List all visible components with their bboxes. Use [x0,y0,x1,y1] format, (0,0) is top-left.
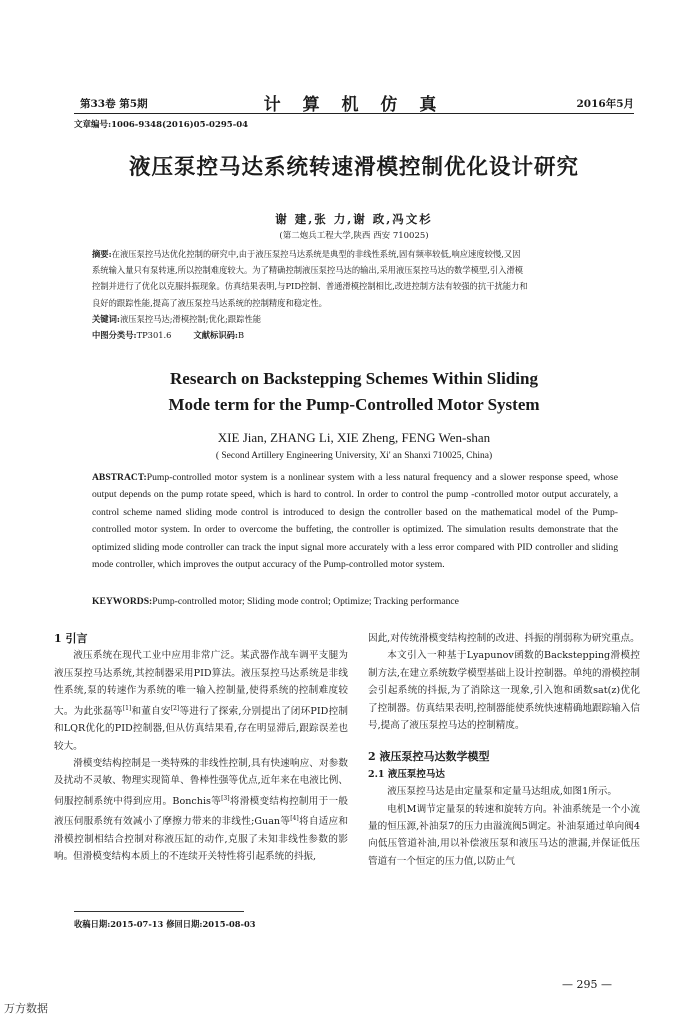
zh-abstract-line: 良好的跟踪性能,提高了液压泵控马达系统的控制精度和稳定性。 [92,297,327,308]
zh-abstract-line: 系统输入量只有泵转速,所以控制难度较大。为了精确控制液压泵控马达的输出,采用液压泵控马达的数学模型,引入滑模 [92,265,524,276]
section-2-1-heading: 2.1 液压泵控马达 [368,768,445,780]
received-dates: 收稿日期:2015-07-13 修回日期:2015-08-03 [74,919,256,929]
footnote-rule [74,911,244,912]
zh-abstract-line: 在液压泵控马达优化控制的研究中,由于液压泵控马达系统是典型的非线性系统,固有频率较低,响应速度较慢,又因 [111,249,521,259]
page-number: — 295 — [562,978,612,991]
zh-title: 液压泵控马达系统转速滑模控制优化设计研究 [128,155,579,180]
volume-issue: 第33卷 第5期 [80,98,148,110]
section-2-heading: 2 液压泵控马达数学模型 [368,750,490,764]
en-abstract [92,469,618,573]
zh-abstract-line: 控制并进行了优化以克服抖振现象。仿真结果表明,与PID控制、普通滑模控制相比,改进控制方法有较强的抗干扰能力和 [92,281,528,292]
left-column [54,630,348,866]
journal-name: 计 算 机 仿 真 [263,95,445,115]
paragraph: 液压系统在现代工业中应用非常广泛。某武器作战车调平支腿为液压泵控马达系统,其控制器采用PID算法。液压泵控马达系统是非线性系统,泵的转速作为系统的唯一输入控制量,使得系统的控制难度较大。为此张磊等[1]和董自安[2]等进行了探索,分别提出了闭环PID控制和LQR优化的PID控制器,但从仿真结果看,存在明显滞后,跟踪误差也较大。 [54,650,349,752]
paragraph: 电机M调节定量泵的转速和旋转方向。补油系统是一个小流量的恒压源,补油泵7的压力由溢流阀5调定。补油泵通过单向阀4向低压管道补油,用以补偿液压泵和液压马达的泄漏,并保证低压管道有一个恒定的压力值,以防止气 [368,803,640,867]
paragraph: 液压泵控马达是由定量泵和定量马达组成,如图1所示。 [387,786,617,798]
paragraph: 因此,对传统滑模变结构控制的改进、抖振的削弱称为研究重点。 [368,633,640,644]
running-header [74,92,634,115]
en-keywords: KEYWORDS:Pump-controlled motor; Sliding mode control; Optimize; Tracking performance [92,596,459,607]
section-1-heading: 1 引言 [54,632,88,645]
zh-abstract-label: 摘要: [92,249,112,259]
paragraph: 滑模变结构控制是一类特殊的非线性控制,具有快速响应、对参数及扰动不灵敏、物理实现简单、鲁棒性强等优点,近年来在电液比例、伺服控制系统中得到应用。Bonchis等[3]将滑模变结构控制用于一般液压伺服系统有效减小了摩擦力带来的非线性;Guan等[4]将自适应和滑模控制相结合控制对称液压缸的动作,克服了未知非线性参数的影响。但滑模变结构本质上的不连续开关特性将引起系统的抖振, [54,758,348,863]
zh-keywords: 关键词:液压泵控马达;滑模控制;优化;跟踪性能 [92,313,262,324]
en-authors: XIE Jian, ZHANG Li, XIE Zheng, FENG Wen-shan [217,430,491,445]
zh-authors: 谢 建,张 力,谢 政,冯文杉 [275,212,433,226]
paragraph: 本文引入一种基于Lyapunov函数的Backstepping滑模控制方法,在建立系统数学模型基础上设计控制器。单纯的滑模控制会引起系统的抖振,为了消除这一现象,引入饱和函数sat(z)优化了控制器。仿真结果表明,控制器能使系统快速精确地跟踪输入信号,提高了液压泵控马达的控制精度。 [368,650,640,732]
publication-date: 2016年5月 [576,98,634,110]
zh-abstract [92,246,618,343]
en-abstract-label: ABSTRACT: [92,472,147,483]
article-number: 文章编号:1006-9348(2016)05-0295-04 [74,120,249,130]
watermark: 万方数据 [4,1002,48,1015]
en-affiliation: ( Second Artillery Engineering University, Xi' an Shanxi 710025, China) [215,451,493,461]
en-abstract-text: Pump-controlled motor system is a nonlinear system with a less natural frequency and a slower response speed, whose output depends on the pump rotate speed, which is hard to control. In order to control the pump -controlled motor output accurately, a control scheme named sliding mode control is introduced to design the controller based on the mathematical model of the Pump-controlled motor system. In order to overcome the buffeting, the controller is optimized. The simulation results demonstrate that the optimized sliding mode controller can track the input signal more accurately with a less error compared with PID controller and sliding mode controller, which improves the output accuracy of the Pump-controlled motor system. [92,472,618,571]
zh-classification: 中图分类号:TP301.6 文献标识码:B [92,330,245,341]
en-title: Research on Backstepping Schemes Within Sliding Mode term for the Pump-Controlled Motor System [168,369,540,414]
header-rule [74,113,634,114]
right-column [368,630,640,870]
zh-affiliation: (第二炮兵工程大学,陕西 西安 710025) [279,231,429,241]
